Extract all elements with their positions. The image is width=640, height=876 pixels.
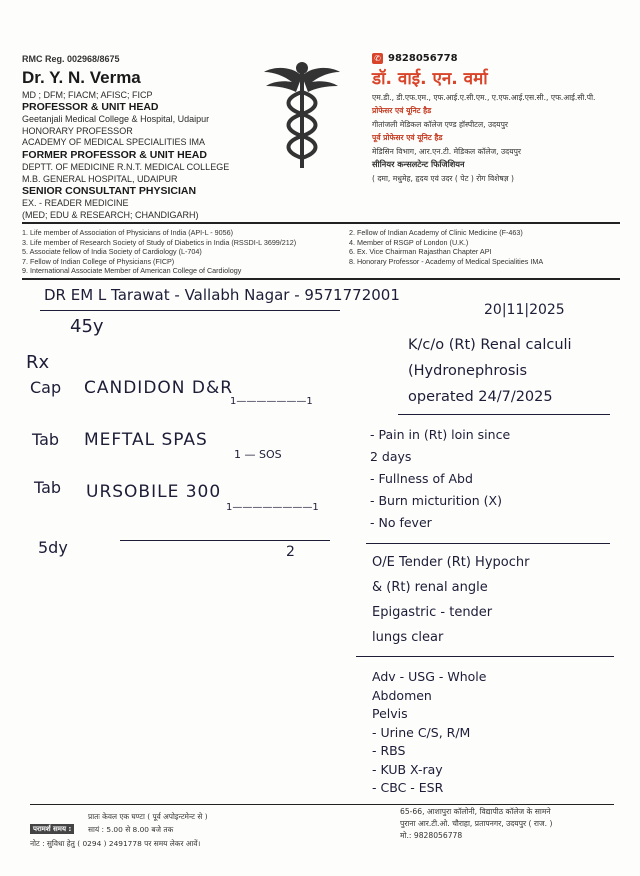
phone-icon: ✆ — [372, 53, 383, 64]
med-name: CANDIDON D&R — [84, 378, 234, 398]
exam-divider — [356, 656, 614, 657]
med-dose: 1———————1 — [230, 396, 313, 407]
med-form: Tab — [34, 478, 62, 497]
chief-complaints — [370, 424, 510, 534]
exam-line: & (Rt) renal angle — [372, 580, 488, 595]
credential-line: HONORARY PROFESSOR — [22, 125, 133, 136]
credential-line-hindi: मेडिसिन विभाग, आर.एन.टी. मेडिकल कॉलेज, उदयपुर — [372, 146, 522, 156]
membership-item: 3. Life member of Research Society of Study of Diabetics in India (RSSDI-L 3699/212) — [22, 237, 297, 247]
phone-row — [372, 53, 622, 65]
med-dose: 1 — SOS — [234, 448, 282, 461]
mobile-number: मो.: 9828056778 — [400, 831, 463, 840]
med-name: URSOBILE 300 — [86, 482, 222, 502]
advice-line: Adv - USG - Whole — [372, 669, 487, 684]
patient-details: DR EM L Tarawat - Vallabh Nagar - 9571772001 — [44, 286, 400, 304]
address-line-1: 65-66, आशापुरा कॉलोनी, विद्यापीठ कॉलेज के सामने — [400, 807, 551, 816]
complaints-divider — [366, 543, 610, 544]
address-line-2: पुराना आर.टी.ओ. चौराहा, प्रतापनगर, उदयपुर ( राज. ) — [400, 819, 553, 828]
credential-line: DEPTT. OF MEDICINE R.N.T. MEDICAL COLLEGE — [22, 161, 230, 172]
patient-underline — [40, 310, 340, 311]
history-line: (Hydronephrosis — [408, 363, 528, 379]
complaint-line: - No fever — [370, 515, 432, 530]
med-name: MEFTAL SPAS — [84, 430, 208, 450]
membership-item: 7. Fellow of Indian College of Physicians (FICP) — [22, 256, 175, 266]
complaint-line: - Fullness of Abd — [370, 471, 473, 486]
med-form: Tab — [32, 430, 60, 449]
complaint-line: - Burn micturition (X) — [370, 493, 502, 508]
credential-line-hindi: ( दमा, मधुमेह, हृदय एवं उदर ( पेट ) रोग विशेषज्ञ ) — [372, 173, 514, 183]
rx-symbol: Rx — [26, 352, 50, 373]
duration-line — [120, 540, 330, 541]
morning-timing: प्रातः केवल एक घण्टा ( पूर्व अपोइन्टमेन्ट से ) — [88, 812, 208, 821]
caduceus-logo-icon — [262, 58, 342, 170]
credential-line: ACADEMY OF MEDICAL SPECIALITIES IMA — [22, 137, 206, 148]
credential-line: MD ; DFM; FIACM; AFISC; FICP — [22, 89, 153, 100]
exam-line: lungs clear — [372, 630, 444, 645]
credential-line-hindi: एम.डी., डी.एफ.एम., एफ.आई.ए.सी.एम., ए.एफ.आई.एस.सी., एफ.आई.सी.पी. — [372, 92, 596, 102]
evening-timing: सायं : 5.00 से 8.00 बजे तक — [88, 825, 174, 834]
history-line: K/c/o (Rt) Renal calculi — [408, 337, 572, 353]
exam-line: Epigastric - tender — [372, 605, 493, 620]
membership-item: 5. Associate fellow of India Society of Cardiology (L-704) — [22, 247, 202, 257]
duration: 5dy — [38, 538, 68, 557]
membership-item: 2. Fellow of Indian Academy of Clinic Medicine (F-463) — [349, 228, 523, 237]
history-line: operated 24/7/2025 — [408, 389, 553, 405]
exam-line: O/E Tender (Rt) Hypochr — [372, 555, 530, 570]
header-divider-bottom — [22, 278, 620, 280]
appointment-note: नोट : सुविधा हेतु ( 0294 ) 2491778 पर समय लेकर आवें। — [30, 839, 201, 848]
memberships-left — [22, 228, 296, 276]
doctor-name-hindi: डॉ. वाई. एन. वर्मा — [372, 68, 488, 89]
med-form: Cap — [30, 378, 62, 397]
memberships-right — [349, 228, 543, 266]
patient-age: 45y — [70, 316, 104, 337]
duration-note: 2 — [286, 544, 295, 560]
membership-item: 9. International Associate Member of American College of Cardiology — [22, 266, 242, 276]
credential-line: FORMER PROFESSOR & UNIT HEAD — [22, 148, 207, 161]
membership-item: 1. Life member of Association of Physicians of India (API-L - 9056) — [22, 228, 234, 237]
phone-number: 9828056778 — [388, 53, 458, 64]
visit-date: 20|11|2025 — [484, 302, 565, 318]
credentials-hindi-list — [372, 92, 622, 185]
med-dose: 1————————1 — [226, 502, 319, 513]
credential-line-hindi: सीनियर कन्सलटेन्ट फिजिशियन — [372, 159, 465, 169]
credential-line: EX. - READER MEDICINE — [22, 198, 129, 209]
membership-item: 4. Member of RSGP of London (U.K.) — [349, 237, 469, 247]
doctor-name-english: Dr. Y. N. Verma — [22, 67, 141, 87]
complaint-line: 2 days — [370, 449, 412, 464]
footer-divider — [30, 804, 614, 805]
credential-line-hindi: पूर्व प्रोफेसर एवं यूनिट हैड — [372, 133, 443, 142]
registration-number: RMC Reg. 002968/8675 — [22, 54, 120, 64]
history-divider — [398, 414, 610, 415]
membership-item: 8. Honorary Professor - Academy of Medical Specialities IMA — [349, 256, 544, 266]
doctor-header-hindi — [372, 53, 622, 186]
credential-line: (MED; EDU & RESEARCH; CHANDIGARH) — [22, 209, 199, 220]
consult-time-label: परामर्श समय : — [30, 824, 74, 834]
investigations-advised — [372, 668, 486, 798]
advice-line: - KUB X-ray — [372, 761, 443, 777]
advice-line: - RBS — [372, 743, 406, 758]
clinical-history — [408, 332, 572, 410]
credential-line-hindi: प्रोफेसर एवं यूनिट हैड — [372, 106, 432, 115]
header-divider-top — [22, 222, 620, 224]
credential-line-hindi: गीतांजली मेडिकल कॉलेज एण्ड हॉस्पीटल, उदयपुर — [372, 119, 508, 129]
advice-line: - CBC - ESR — [372, 780, 444, 795]
complaint-line: - Pain in (Rt) loin since — [370, 427, 511, 442]
membership-item: 6. Ex. Vice Chairman Rajasthan Chapter API — [349, 247, 492, 257]
credential-line: Geetanjali Medical College & Hospital, Udaipur — [22, 114, 210, 125]
advice-line: - Urine C/S, R/M — [372, 724, 471, 740]
advice-line: Pelvis — [372, 706, 408, 721]
credential-line: SENIOR CONSULTANT PHYSICIAN — [22, 185, 197, 198]
advice-line: Abdomen — [372, 687, 432, 703]
credential-line: PROFESSOR & UNIT HEAD — [22, 101, 159, 114]
credential-line: M.B. GENERAL HOSPITAL, UDAIPUR — [22, 173, 178, 184]
examination-findings — [372, 550, 529, 650]
